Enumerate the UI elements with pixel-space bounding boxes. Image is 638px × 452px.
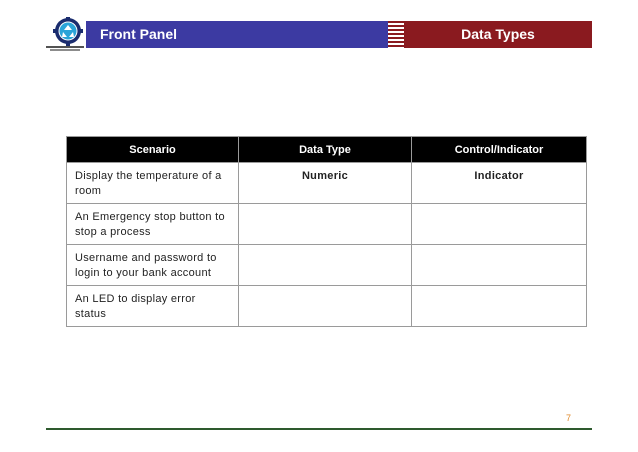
scenario-table <box>66 136 587 327</box>
data-type-cell: Numeric <box>239 163 412 204</box>
table-row <box>67 163 587 204</box>
scenario-cell: An LED to display error status <box>67 286 239 327</box>
footer-divider <box>46 428 592 430</box>
table-header-row <box>67 137 587 163</box>
column-header-data-type: Data Type <box>239 137 412 163</box>
control-indicator-cell <box>412 204 587 245</box>
page-number: 7 <box>566 413 572 423</box>
slide-header <box>0 0 638 60</box>
table-row <box>67 245 587 286</box>
scenario-cell: An Emergency stop button to stop a process <box>67 204 239 245</box>
table-row <box>67 204 587 245</box>
data-type-cell <box>239 286 412 327</box>
column-header-control-indicator: Control/Indicator <box>412 137 587 163</box>
table-row <box>67 286 587 327</box>
scenario-cell: Display the temperature of a room <box>67 163 239 204</box>
recycle-gear-icon <box>44 17 86 51</box>
scenario-cell: Username and password to login to your bank account <box>67 245 239 286</box>
control-indicator-cell <box>412 286 587 327</box>
control-indicator-cell <box>412 245 587 286</box>
section-title-data-types: Data Types <box>404 21 592 48</box>
data-type-cell <box>239 245 412 286</box>
column-header-scenario: Scenario <box>67 137 239 163</box>
data-type-cell <box>239 204 412 245</box>
control-indicator-cell: Indicator <box>412 163 587 204</box>
section-title-front-panel: Front Panel <box>86 21 388 48</box>
header-stripes <box>388 21 404 48</box>
